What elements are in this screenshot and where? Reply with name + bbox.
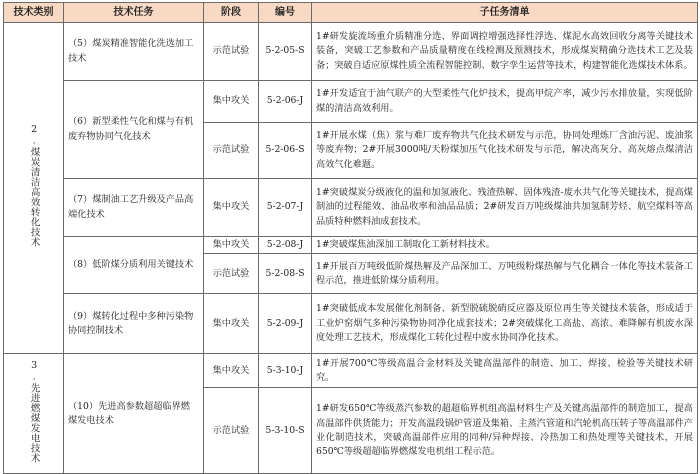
header-code: 编号 [259,3,312,23]
code-cell: 5-2-07-J [259,179,312,237]
task-cell: （7）煤制油工艺升级及产品高端化技术 [64,179,204,237]
table-row [4,23,698,81]
code-cell: 5-3-10-S [259,388,312,474]
table-row [4,179,698,237]
task-table [3,2,698,474]
subtask-cell: 1#突破煤焦油深加工制取化工新材料技术。 [312,237,698,254]
stage-cell: 集中攻关 [204,179,259,237]
code-cell: 5-2-08-J [259,237,312,254]
subtask-cell: 1#开发适宜于油气联产的大型柔性气化炉技术，提高甲烷产率，减少污水排放量，实现低阶煤的清洁高效利用。 [312,81,698,123]
stage-cell: 集中攻关 [204,81,259,123]
category-cell [4,354,64,474]
subtask-cell: 1#突破煤炭分级液化的温和加氢液化、残渣热解、固体残渣-废水共气化等关键技术，提高煤制油的过程能效、油品收率和油品品质；2#研发百万吨级煤油共加氢制芳烃、航空煤料等高品质特种燃料油成套技术。 [312,179,698,237]
subtask-cell: 1#开展百万吨级低阶煤热解及产品深加工、万吨级粉煤热解与气化耦合一体化等技术装备工程示范，推进低阶煤分质利用。 [312,254,698,294]
subtask-cell: 1#研发650℃等级蒸汽参数的超超临界机组高温材料生产及关键高温部件的制造加工，提高高温部件供货能力；开发高温段锅炉管道及集箱、主蒸汽管道和汽轮机高压转子等高温部件产业化制造技术，突破高温部件应用的同种/异种焊接、冷热加工和热处理等关键技术，开展650℃等级超超临界燃煤发电机组工程示范。 [312,388,698,474]
header-task: 技术任务 [64,3,204,23]
stage-cell: 示范试验 [204,123,259,179]
code-cell: 5-2-05-S [259,23,312,81]
code-cell: 5-2-06-S [259,123,312,179]
task-cell: （9）煤转化过程中多种污染物协同控制技术 [64,294,204,354]
header-category: 技术类别 [4,3,64,23]
code-cell: 5-3-10-J [259,354,312,388]
stage-cell: 示范试验 [204,254,259,294]
task-cell: （6）新型柔性气化和煤与有机废弃物协同气化技术 [64,81,204,179]
header-row [4,3,698,23]
table-row [4,294,698,354]
task-cell: （5）煤炭精准智能化洗选加工技术 [64,23,204,81]
stage-cell: 示范试验 [204,23,259,81]
stage-cell: 集中攻关 [204,354,259,388]
table-row [4,81,698,123]
category-cell [4,23,64,354]
stage-cell: 集中攻关 [204,294,259,354]
task-cell: （10）先进高参数超超临界燃煤发电技术 [64,354,204,474]
header-subtasks: 子任务清单 [312,3,698,23]
table-row [4,354,698,388]
code-cell: 5-2-09-J [259,294,312,354]
category-label: 2.煤炭清洁高效转化技术 [28,124,40,247]
stage-cell: 集中攻关 [204,237,259,254]
task-cell: （8）低阶煤分质利用关键技术 [64,237,204,294]
table-row [4,237,698,254]
stage-cell: 示范试验 [204,388,259,474]
category-label: 3.先进燃煤发电技术 [28,359,40,463]
subtask-cell: 1#突破低成本发展催化剂制备、新型脱硫脱硝反应器及原位再生等关键技术装备，形成适于工业炉窑烟气多种污染物协同净化成套技术；2#突破煤化工高盐、高浓、难降解有机废水深度处理工艺技术，形成煤化工转化过程中废水协同净化技术。 [312,294,698,354]
code-cell: 5-2-08-S [259,254,312,294]
subtask-cell: 1#开展水煤（焦）浆与难厂废弃物共气化技术研发与示范，协同处理炼厂含油污泥、废油浆等废弃物；2#开展3000吨/天粉煤加压气化技术研发与示范，解决高灰分、高灰熔点煤清洁高效气化难题。 [312,123,698,179]
subtask-cell: 1#开展700℃等级高温合金材料及关键高温部件的制造、加工、焊接、检验等关键技术研究。 [312,354,698,388]
subtask-cell: 1#研发旋流场重介质精准分选、界面调控增强选择性浮选、煤泥水高效回收分离等关键技术装备，突破工艺参数和产品质量精度在线检测及预测技术，形成煤炭精确分选技术工艺及装备；突破自适应原煤性质全流程智能控制、数字孪生运营等技术，构建智能化选煤技术体系。 [312,23,698,81]
header-stage: 阶段 [204,3,259,23]
code-cell: 5-2-06-J [259,81,312,123]
